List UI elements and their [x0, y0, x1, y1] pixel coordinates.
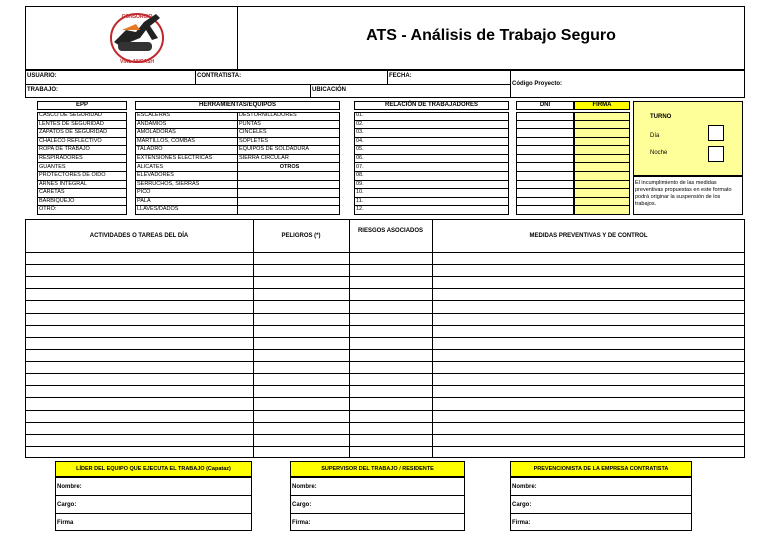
epp-item[interactable]: GUANTES [37, 164, 127, 173]
info-v2 [387, 70, 388, 84]
signature-divider [290, 495, 465, 496]
actividad-row[interactable] [25, 446, 745, 447]
herramienta-item[interactable]: ANDAMIOS [135, 121, 237, 130]
herramienta-item[interactable]: AMOLADORAS [135, 129, 237, 138]
dni-cell[interactable] [516, 164, 574, 173]
info-row-divider [25, 84, 510, 85]
usuario-label: USUARIO: [27, 73, 57, 79]
epp-item[interactable]: CASCO DE SEGURIDAD [37, 112, 127, 121]
turno-noche-label: Noche [650, 150, 668, 156]
herramienta-item [237, 189, 340, 198]
herramienta-item[interactable]: PALA [135, 198, 237, 207]
trabajador-row[interactable]: 09. [354, 181, 509, 190]
epp-item[interactable]: CHALECO REFLECTIVO [37, 138, 127, 147]
firma-cell[interactable] [574, 112, 630, 121]
contratista-label: CONTRATISTA: [197, 73, 242, 79]
firma-cell[interactable] [574, 121, 630, 130]
dni-cell[interactable] [516, 206, 574, 215]
dni-cell[interactable] [516, 172, 574, 181]
actividad-row[interactable] [25, 313, 745, 314]
signature-firma-field[interactable]: Firma [57, 520, 74, 526]
herramienta-item [237, 198, 340, 207]
firma-cell[interactable] [574, 138, 630, 147]
herramienta-item [237, 181, 340, 190]
info-v3 [310, 84, 311, 98]
dni-cell[interactable] [516, 129, 574, 138]
signature-body [510, 477, 692, 531]
trabajador-row[interactable]: 06. [354, 155, 509, 164]
actividad-row[interactable] [25, 349, 745, 350]
signature-cargo-field[interactable]: Cargo: [292, 502, 312, 508]
trabajador-row[interactable]: 05. [354, 146, 509, 155]
fecha-label: FECHA: [389, 73, 412, 79]
epp-item[interactable]: OTRO: [37, 206, 127, 215]
dni-cell[interactable] [516, 189, 574, 198]
herramienta-item[interactable]: ELEVADORES [135, 172, 237, 181]
firma-cell[interactable] [574, 146, 630, 155]
herramienta-item[interactable]: SOPLETES [237, 138, 340, 147]
herramienta-item[interactable]: SIERRA CIRCULAR [237, 155, 340, 164]
epp-item[interactable]: BARBIQUEJO [37, 198, 127, 207]
herramienta-item [237, 172, 340, 181]
signature-title: PREVENCIONISTA DE LA EMPRESA CONTRATISTA [533, 466, 669, 472]
turno-dia-checkbox[interactable] [708, 125, 724, 141]
herramienta-item[interactable]: PUNTAS [237, 121, 340, 130]
actividad-row[interactable] [25, 410, 745, 411]
logo-top-text: CONSORCIO [121, 14, 153, 20]
actividad-row[interactable] [25, 264, 745, 265]
signature-divider [55, 495, 252, 496]
trabajador-row[interactable]: 12. [354, 206, 509, 215]
actividad-row[interactable] [25, 337, 745, 338]
signature-cargo-field[interactable]: Cargo: [57, 502, 77, 508]
trabajo-label: TRABAJO: [27, 87, 58, 93]
epp-item[interactable]: ZAPATOS DE SEGURIDAD [37, 129, 127, 138]
actividad-row[interactable] [25, 422, 745, 423]
firma-cell[interactable] [574, 198, 630, 207]
logo [100, 8, 175, 66]
firma-cell[interactable] [574, 172, 630, 181]
epp-item[interactable]: CARETAS [37, 189, 127, 198]
epp-title: EPP [75, 102, 88, 108]
herramienta-item[interactable]: ALICATES [135, 164, 237, 173]
turno-title: TURNO [650, 114, 672, 120]
signature-divider [55, 513, 252, 514]
info-v1 [195, 70, 196, 84]
medidas-col-header: MEDIDAS PREVENTIVAS Y DE CONTROL [529, 233, 648, 239]
herramientas-title: HERRAMIENTAS/EQUIPOS [199, 102, 276, 108]
signature-title: SUPERVISOR DEL TRABAJO / RESIDENTE [321, 466, 434, 472]
signature-divider [510, 513, 692, 514]
herramienta-item[interactable]: PICO [135, 189, 237, 198]
signature-firma-field[interactable]: Firma: [292, 520, 311, 526]
riesgos-col-header: RIESGOS ASOCIADOS [357, 228, 424, 234]
dni-cell[interactable] [516, 181, 574, 190]
actividad-row[interactable] [25, 300, 745, 301]
trabajador-row[interactable]: 10. [354, 189, 509, 198]
firma-cell[interactable] [574, 164, 630, 173]
signature-cargo-field[interactable]: Cargo: [512, 502, 532, 508]
actividad-row[interactable] [25, 397, 745, 398]
herramienta-item[interactable]: TALADRO [135, 146, 237, 155]
peligros-col-header: PELIGROS (*) [281, 233, 321, 239]
signature-title: LÍDER DEL EQUIPO QUE EJECUTA EL TRABAJO (Capataz) [76, 466, 231, 472]
dni-cell[interactable] [516, 138, 574, 147]
epp-item[interactable]: PROTECTORES DE OIDO [37, 172, 127, 181]
actividades-col-header: ACTIVIDADES O TAREAS DEL DÍA [89, 233, 189, 239]
herramienta-item [237, 206, 340, 215]
firma-title: FIRMA [592, 102, 612, 108]
signature-nombre-field[interactable]: Nombre: [512, 484, 537, 490]
actividad-row[interactable] [25, 325, 745, 326]
turno-dia-label: Día [650, 133, 660, 139]
dni-cell[interactable] [516, 112, 574, 121]
epp-item[interactable]: ROPA DE TRABAJO [37, 146, 127, 155]
firma-cell[interactable] [574, 129, 630, 138]
signature-divider [510, 495, 692, 496]
turno-note: El incumplimiento de las medidas preventivas propuestas en este formato podrá originar la suspensión de los trabajos. [635, 180, 732, 207]
herramienta-item[interactable]: MARTILLOS, COMBAS [135, 138, 237, 147]
ubicacion-label: UBICACIÓN [312, 87, 346, 93]
firma-cell[interactable] [574, 189, 630, 198]
turno-noche-checkbox[interactable] [708, 146, 724, 162]
herramienta-item[interactable]: CINCELES [237, 129, 340, 138]
epp-item[interactable]: RESPIRADORES [37, 155, 127, 164]
dni-cell[interactable] [516, 146, 574, 155]
trabajadores-title: RELACIÓN DE TRABAJADORES [384, 102, 478, 108]
actividad-row[interactable] [25, 373, 745, 374]
trabajador-row[interactable]: 04. [354, 138, 509, 147]
dni-cell[interactable] [516, 198, 574, 207]
herramienta-item[interactable]: LLAVES/DADOS [135, 206, 237, 215]
actividad-row[interactable] [25, 385, 745, 386]
trabajador-row[interactable]: 07. [354, 164, 509, 173]
dni-title: DNI [539, 102, 551, 108]
trabajador-row[interactable]: 11. [354, 198, 509, 207]
actividad-row[interactable] [25, 434, 745, 435]
info-codigo-divider [510, 70, 511, 98]
firma-cell[interactable] [574, 155, 630, 164]
dni-cell[interactable] [516, 155, 574, 164]
otros-label: OTROS [237, 164, 340, 173]
signature-nombre-field[interactable]: Nombre: [57, 484, 82, 490]
actividad-row[interactable] [25, 361, 745, 362]
trabajador-row[interactable]: 03. [354, 129, 509, 138]
firma-cell[interactable] [574, 181, 630, 190]
signature-firma-field[interactable]: Firma: [512, 520, 531, 526]
epp-item[interactable]: ARNÉS INTEGRAL [37, 181, 127, 190]
epp-item[interactable]: LENTES DE SEGURIDAD [37, 121, 127, 130]
trabajador-row[interactable]: 01. [354, 112, 509, 121]
logo-bottom-text: VIAL ANCASH [120, 59, 154, 65]
trabajador-row[interactable]: 08. [354, 172, 509, 181]
herramienta-item[interactable]: EQUIPOS DE SOLDADURA [237, 146, 340, 155]
herramienta-item[interactable]: ESCALERAS [135, 112, 237, 121]
actividad-row[interactable] [25, 252, 745, 253]
logo-graphic [100, 8, 175, 66]
actividad-row[interactable] [25, 276, 745, 277]
page-title: ATS - Análisis de Trabajo Seguro [366, 27, 616, 44]
actividad-row[interactable] [25, 288, 745, 289]
firma-cell[interactable] [574, 206, 630, 215]
herramienta-item[interactable]: SERRUCHOS, SIERRAS [135, 181, 237, 190]
signature-divider [290, 513, 465, 514]
trabajador-row[interactable]: 02. [354, 121, 509, 130]
codigo-label: Código Proyecto: [512, 81, 563, 87]
herramienta-item[interactable]: DESTORNILLADORES [237, 112, 340, 121]
signature-body [55, 477, 252, 531]
dni-cell[interactable] [516, 121, 574, 130]
herramienta-item[interactable]: EXTENSIONES ELECTRICAS [135, 155, 237, 164]
signature-nombre-field[interactable]: Nombre: [292, 484, 317, 490]
